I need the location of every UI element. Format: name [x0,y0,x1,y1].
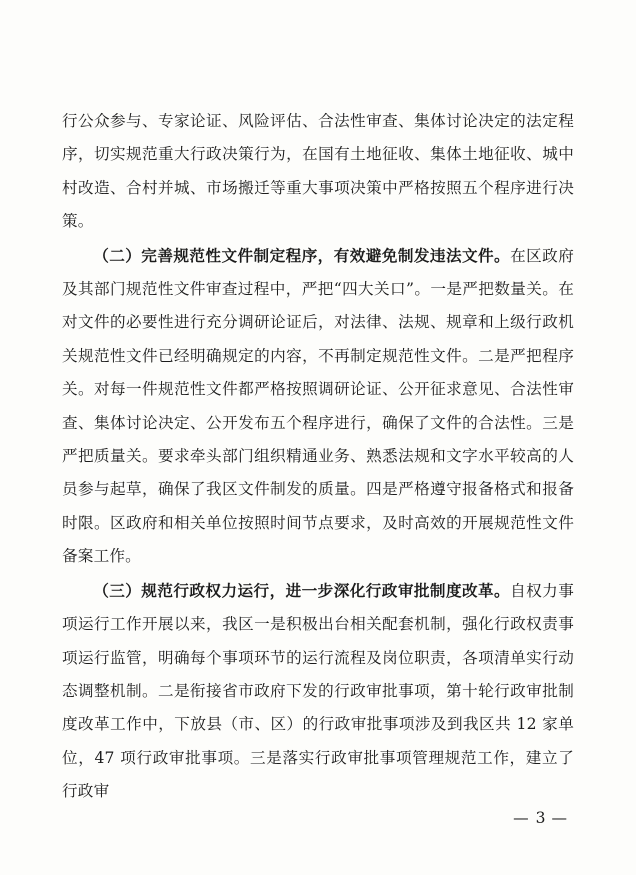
document-body [62,105,574,809]
paragraph-1 [62,105,574,239]
paragraph-3-heading: （三）规范行政权力运行，进一步深化行政审批制度改革。 [93,580,511,600]
paragraph-2-heading: （二）完善规范性文件制定程序，有效避免制发违法文件。 [93,245,511,265]
paragraph-1-text: 行公众参与、专家论证、风险评估、合法性审查、集体讨论决定的法定程序，切实规范重大行政决策行为，在国有土地征收、集体土地征收、城中村改造、合村并城、市场搬迁等重大事项决策中严格按照五个程序进行决策。 [62,112,574,231]
paragraph-3 [62,574,574,809]
paragraph-3-text: 自权力事项运行工作开展以来，我区一是积极出台相关配套机制，强化行政权责事项运行监管，明确每个事项环节的运行流程及岗位职责，各项清单实行动态调整机制。二是衔接省市政府下发的行政审批事项，第十轮行政审批制度改革工作中，下放县（市、区）的行政审批事项涉及到我区共 12 家单位，47 项行政审批事项。三是落实行政审批事项管理规范工作，建立了行政审 [62,581,574,801]
footer-dash-right: — [551,809,568,827]
footer-dash-left: — [513,809,530,827]
page-footer [507,809,574,827]
paragraph-2 [62,239,574,574]
page-number: 3 [535,809,546,827]
paragraph-2-text: 在区政府及其部门规范性文件审查过程中，严把“四大关口”。一是严把数量关。在对文件的必要性进行充分调研论证后，对法律、法规、规章和上级行政机关规范性文件已经明确规定的内容，不再制定规范性文件。二是严把程序关。对每一件规范性文件都严格按照调研论证、公开征求意见、合法性审查、集体讨论决定、公开发布五个程序进行，确保了文件的合法性。三是严把质量关。要求牵头部门组织精通业务、熟悉法规和文字水平较高的人员参与起草，确保了我区文件制发的质量。四是严格遵守报备格式和报备时限。区政府和相关单位按照时间节点要求，及时高效的开展规范性文件备案工作。 [62,246,574,566]
